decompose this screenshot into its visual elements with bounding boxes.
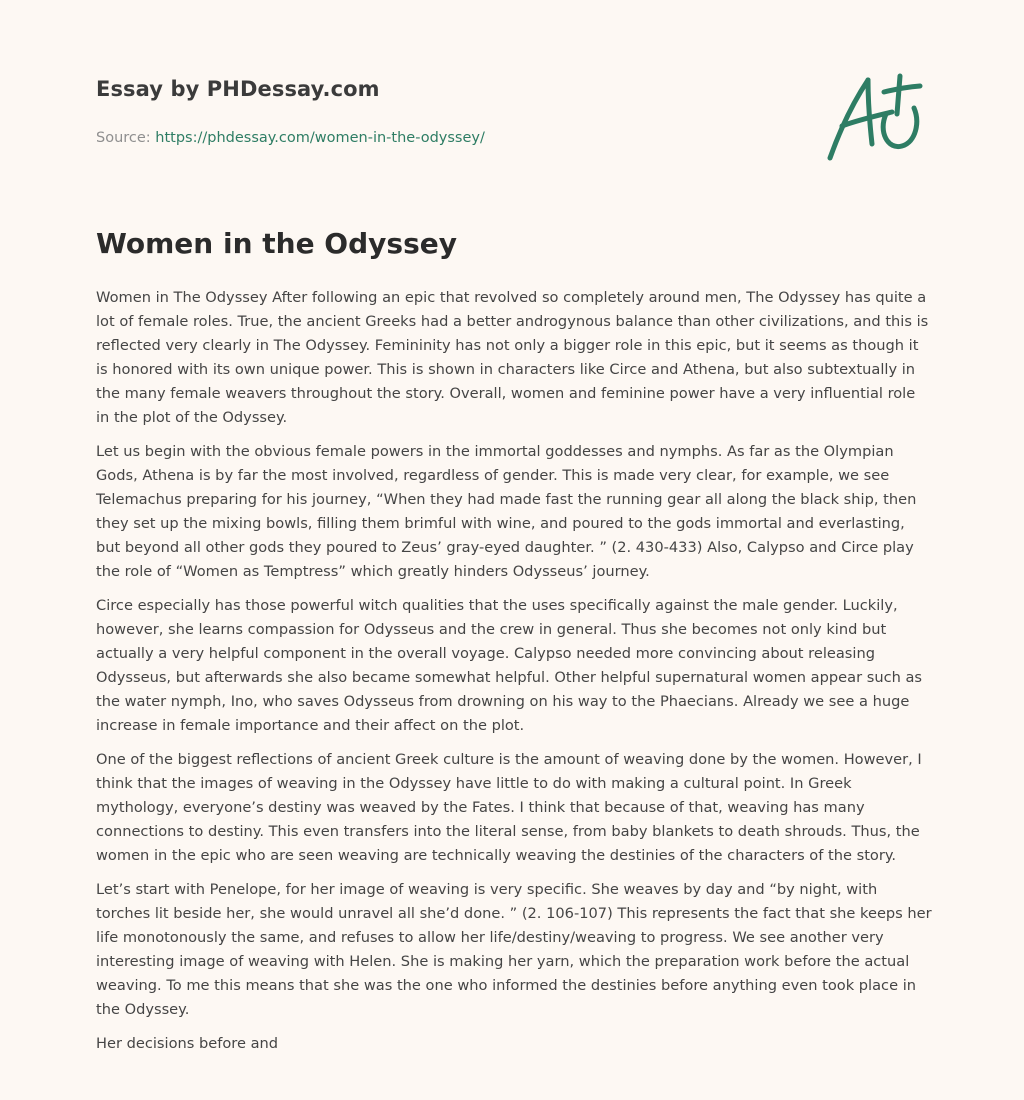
essay-paragraph: Let us begin with the obvious female powers in the immortal goddesses and nymphs. As far as the Olympian Gods, Athena is by far the most involved, regardless of gender. This is made very clear, for example, we see Telemachus preparing for his journey, “When they had made fast the running gear all along the black ship, then they set up the mixing bowls, filling them brimful with wine, and poured to the gods immortal and everlasting, but beyond all other gods they poured to Zeus’ gray-eyed daughter. ” (2. 430-433) Also, Calypso and Circe play the role of “Women as Temptress” which greatly hinders Odysseus’ journey. [96, 443, 917, 580]
page-header [96, 74, 928, 148]
essay-paragraph: Circe especially has those powerful witch qualities that the uses specifically against the male gender. Luckily, however, she learns compassion for Odysseus and the crew in general. Thus she becomes not only kind but actually a very helpful component in the overall voyage. Calypso needed more convincing about releasing Odysseus, but afterwards she also became somewhat helpful. Other helpful supernatural women appear such as the water nymph, Ino, who saves Odysseus from drowning on his way to the Phaecians. Already we see a huge increase in female importance and their affect on the plot. [96, 597, 923, 734]
a-plus-grade-icon [822, 68, 926, 164]
source-label: Source: [96, 130, 156, 146]
essay-paragraph: Women in The Odyssey After following an epic that revolved so completely around men, The Odyssey has quite a lot of female roles. True, the ancient Greeks had a better androgynous balance than other civilizations, and this is reflected very clearly in The Odyssey. Femininity has not only a bigger role in this epic, but it seems as though it is honored with its own unique power. This is shown in characters like Circe and Athena, but also subtextually in the many female weavers throughout the story. Overall, women and feminine power have a very influential role in the plot of the Odyssey. [96, 289, 929, 426]
source-link[interactable]: https://phdessay.com/women-in-the-odyssey/ [155, 130, 485, 146]
essay-paragraph: One of the biggest reflections of ancient Greek culture is the amount of weaving done by the women. However, I think that the images of weaving in the Odyssey have little to do with making a cultural point. In Greek mythology, everyone’s destiny was weaved by the Fates. I think that because of that, weaving has many connections to destiny. This even transfers into the literal sense, from baby blankets to death shrouds. Thus, the women in the epic who are seen weaving are technically weaving the destinies of the characters of the story. [96, 751, 922, 864]
essay-title: Women in the Odyssey [96, 227, 457, 260]
source-line [96, 128, 928, 148]
essay-paragraph: Let’s start with Penelope, for her image of weaving is very specific. She weaves by day and “by night, with torches lit beside her, she would unravel all she’d done. ” (2. 106-107) This represents the fact that she keeps her life monotonously the same, and refuses to allow her life/destiny/weaving to progress. We see another very interesting image of weaving with Helen. She is making her yarn, which the preparation work before the actual weaving. To me this means that she was the one who informed the destinies before anything even took place in the Odyssey. [96, 881, 932, 1018]
site-brand: Essay by PHDessay.com [96, 77, 380, 101]
essay-paragraph: Her decisions before and [96, 1035, 279, 1052]
essay-body [96, 286, 932, 1066]
